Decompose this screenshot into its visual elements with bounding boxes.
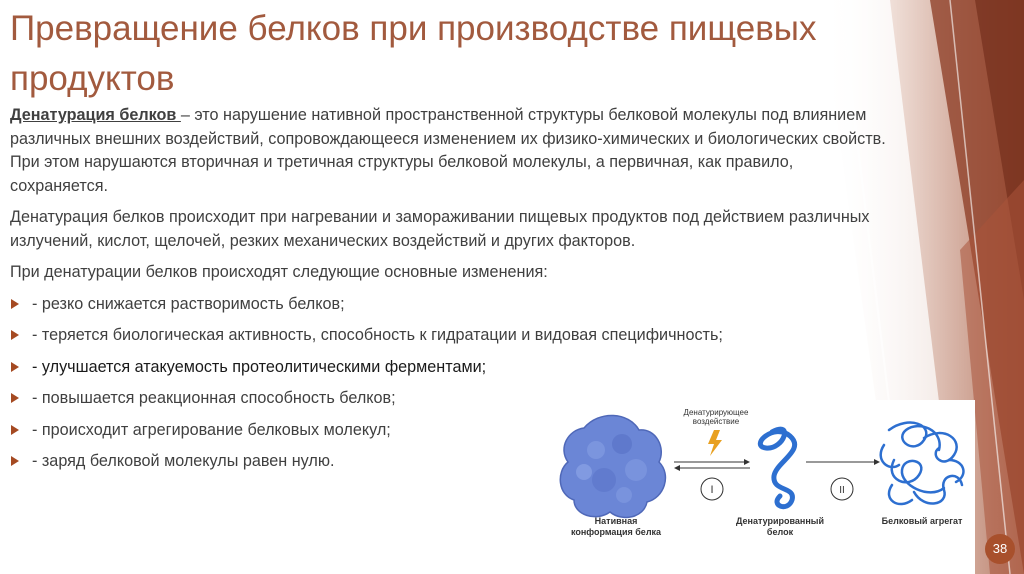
bullet-arrow-icon	[11, 330, 19, 340]
definition-text: – это нарушение нативной пространственной структуры белковой молекулы под влиянием различных внешних воздействий, сопровождающееся изменением их физико-химических и биологических свойств. При этом нарушаются вторичная и третичная структуры белковой молекулы, а первичная, как правило, сохраняется.	[10, 106, 886, 195]
bullet-arrow-icon	[11, 456, 19, 466]
list-item: - повышается реакционная способность белков;	[10, 387, 888, 411]
list-item: - заряд белковой молекулы равен нулю.	[10, 450, 888, 474]
bullet-arrow-icon	[11, 299, 19, 309]
aggregate-label: Белковый агрегат	[881, 516, 963, 526]
term-denaturation: Денатурация белков	[10, 106, 181, 124]
bullet-arrow-icon	[11, 362, 19, 372]
list-item: - резко снижается растворимость белков;	[10, 293, 888, 317]
protein-aggregate	[881, 423, 964, 504]
denatured-strand	[760, 429, 794, 507]
list-item: - улучшается атакуемость протеолитическими ферментами;	[10, 356, 888, 380]
step-1-label: I	[710, 484, 714, 496]
agent-label-line1: Денатурирующее	[683, 408, 749, 417]
denaturation-diagram	[544, 400, 975, 574]
native-protein-blob	[560, 415, 665, 517]
slide-title: Превращение белков при производстве пищевых продуктов	[10, 9, 817, 98]
list-item: - происходит агрегирование белковых молекул;	[10, 419, 888, 443]
bullet-arrow-icon	[11, 425, 19, 435]
list-item: - теряется биологическая активность, способность к гидратации и видовая специфичность;	[10, 324, 888, 348]
definition-paragraph	[10, 104, 888, 198]
page-number-badge: 38	[985, 534, 1015, 564]
lightning-icon	[708, 430, 722, 456]
bullet-arrow-icon	[11, 393, 19, 403]
denatured-label-line1: Денатурированный	[735, 516, 825, 526]
step-2-label: II	[839, 485, 845, 496]
native-label-line1: Нативная	[594, 516, 638, 526]
conditions-paragraph: Денатурация белков происходит при нагревании и замораживании пищевых продуктов под действием различных излучений, кислот, щелочей, резких механических воздействий и других факторов.	[10, 208, 870, 250]
agent-label-line2: воздействие	[692, 417, 740, 426]
native-label-line2: конформация белка	[570, 527, 662, 537]
changes-intro: При денатурации белков происходят следующие основные изменения:	[10, 263, 548, 281]
denatured-label-line2: белок	[766, 527, 794, 537]
